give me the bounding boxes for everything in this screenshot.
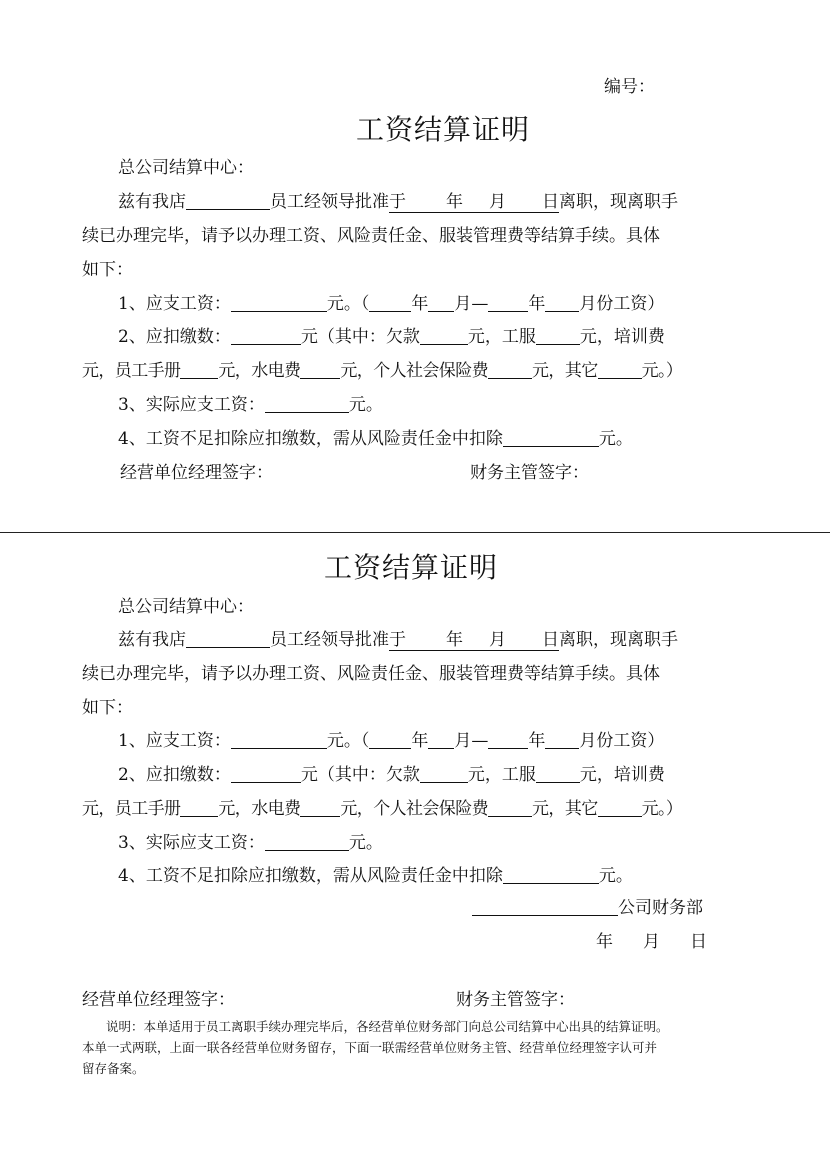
page-title: 工资结算证明 — [356, 113, 531, 146]
intro-prefix: 兹有我店 — [118, 192, 186, 212]
item-2-training: 元，培训费 — [579, 765, 665, 785]
item-2-continued — [82, 356, 682, 381]
other-blank[interactable] — [598, 799, 642, 817]
item-3-label: 3、实际应支工资： — [118, 833, 265, 853]
intro-day: 日 — [542, 192, 559, 212]
item-1-year2: 年 — [528, 294, 546, 314]
item-2-label: 2、应扣缴数： — [118, 765, 231, 785]
intro-year: 年 — [446, 630, 463, 650]
end-month-blank[interactable] — [545, 731, 579, 749]
intro-day: 日 — [542, 630, 559, 650]
item-4 — [118, 424, 633, 449]
item-1-month-wage: 月份工资 — [579, 294, 648, 314]
intro-suffix: 离职，现离职手 — [559, 192, 678, 212]
item-1-month-dash: 月— — [454, 294, 489, 314]
item-2-other: 元，其它 — [532, 361, 598, 381]
date-line — [596, 927, 707, 952]
item-3-label: 3、实际应支工资： — [118, 395, 265, 415]
item-2-social: 元，个人社会保险费 — [340, 361, 489, 381]
debt-blank[interactable] — [420, 327, 468, 345]
company-finance-label: 公司财务部 — [618, 898, 703, 918]
start-month-blank[interactable] — [428, 294, 454, 312]
date-year: 年 — [596, 932, 613, 952]
item-1-paren-close: ） — [647, 294, 665, 314]
item-1-b — [118, 726, 664, 751]
item-1-month-dash: 月— — [454, 731, 489, 751]
actual-wage-blank[interactable] — [265, 833, 349, 851]
start-year-blank[interactable] — [369, 294, 411, 312]
item-2-training: 元，培训费 — [579, 327, 665, 347]
item-4-label: 4、工资不足扣除应扣缴数，需从风险责任金中扣除 — [118, 866, 503, 886]
manual-blank[interactable] — [180, 361, 218, 379]
end-year-blank[interactable] — [488, 731, 528, 749]
manager-signature-label: 经营单位经理签字： — [120, 463, 273, 483]
item-1-label: 1、应支工资： — [118, 294, 231, 314]
item-2-uniform: 元，工服 — [467, 765, 536, 785]
intro-yu: 于 — [389, 630, 406, 650]
item-2-b — [118, 760, 665, 785]
item-2-social: 元，个人社会保险费 — [340, 799, 489, 819]
wage-blank[interactable] — [231, 731, 327, 749]
item-1-year: 年 — [411, 731, 429, 751]
intro-mid: 员工经领导批准 — [270, 192, 389, 212]
item-2-uniform: 元，工服 — [467, 327, 536, 347]
intro-mid: 员工经领导批准 — [270, 630, 389, 650]
item-3 — [118, 390, 383, 415]
body-intro-line-2 — [118, 625, 678, 650]
intro-year: 年 — [446, 192, 463, 212]
start-year-blank[interactable] — [369, 731, 411, 749]
item-4-label: 4、工资不足扣除应扣缴数，需从风险责任金中扣除 — [118, 429, 503, 449]
item-2-end: 元。） — [641, 361, 683, 381]
body-line-3: 如下： — [82, 260, 133, 280]
intro-suffix: 离职，现离职手 — [559, 630, 678, 650]
deduction-blank[interactable] — [231, 765, 301, 783]
intro-month: 月 — [489, 630, 506, 650]
uniform-blank[interactable] — [536, 765, 580, 783]
item-1-month-wage: 月份工资 — [579, 731, 648, 751]
uniform-blank[interactable] — [536, 327, 580, 345]
item-2-manual: 元，员工手册 — [82, 361, 181, 381]
start-month-blank[interactable] — [428, 731, 454, 749]
item-2-other: 元，其它 — [532, 799, 598, 819]
item-2-continued-b — [82, 794, 682, 819]
item-2-debt: 元（其中：欠款 — [300, 327, 420, 347]
date-day: 日 — [690, 932, 707, 952]
intro-prefix: 兹有我店 — [118, 630, 186, 650]
actual-wage-blank[interactable] — [265, 395, 349, 413]
item-1 — [118, 289, 664, 314]
page-title-2: 工资结算证明 — [324, 551, 499, 584]
date-underline-group — [389, 192, 559, 213]
utility-blank[interactable] — [300, 361, 340, 379]
item-1-label: 1、应支工资： — [118, 731, 231, 751]
item-4-yuan: 元。 — [598, 429, 633, 449]
utility-blank[interactable] — [300, 799, 340, 817]
item-2-label: 2、应扣缴数： — [118, 327, 231, 347]
company-finance-line — [472, 893, 703, 918]
manual-blank[interactable] — [180, 799, 218, 817]
company-blank[interactable] — [472, 898, 618, 916]
debt-blank[interactable] — [420, 765, 468, 783]
section-divider — [0, 532, 830, 533]
body-line-2-b: 续已办理完毕，请予以办理工资、风险责任金、服装管理费等结算手续。具体 — [82, 664, 660, 684]
body-intro-line — [118, 187, 678, 212]
item-2 — [118, 322, 665, 347]
item-3-yuan: 元。 — [348, 833, 383, 853]
item-1-paren-close: ） — [647, 731, 665, 751]
note-line-3: 留存备案。 — [82, 1061, 145, 1076]
risk-deduction-blank[interactable] — [503, 866, 599, 884]
item-1-yuan: 元。 — [326, 294, 361, 314]
item-2-debt: 元（其中：欠款 — [300, 765, 420, 785]
item-3-b — [118, 828, 383, 853]
finance-signature-label-2: 财务主管签字： — [456, 990, 575, 1010]
deduction-blank[interactable] — [231, 327, 301, 345]
serial-number-label: 编号： — [604, 77, 655, 97]
addressee-2: 总公司结算中心： — [118, 597, 254, 617]
date-month: 月 — [643, 932, 660, 952]
item-2-manual: 元，员工手册 — [82, 799, 181, 819]
body-line-3-b: 如下： — [82, 698, 133, 718]
item-2-end: 元。） — [641, 799, 683, 819]
item-4-yuan: 元。 — [598, 866, 633, 886]
social-blank[interactable] — [488, 799, 532, 817]
body-line-2: 续已办理完毕，请予以办理工资、风险责任金、服装管理费等结算手续。具体 — [82, 226, 660, 246]
item-1-yuan: 元。 — [326, 731, 361, 751]
risk-deduction-blank[interactable] — [503, 429, 599, 447]
intro-yu: 于 — [389, 192, 406, 212]
item-3-yuan: 元。 — [348, 395, 383, 415]
manager-signature-label-2: 经营单位经理签字： — [82, 990, 235, 1010]
end-month-blank[interactable] — [545, 294, 579, 312]
item-1-year2: 年 — [528, 731, 546, 751]
item-4-b — [118, 861, 633, 886]
date-underline-group — [389, 630, 559, 651]
store-blank[interactable] — [186, 192, 270, 210]
finance-signature-label: 财务主管签字： — [470, 463, 589, 483]
store-blank[interactable] — [186, 630, 270, 648]
social-blank[interactable] — [488, 361, 532, 379]
item-2-utility: 元，水电费 — [218, 799, 301, 819]
other-blank[interactable] — [598, 361, 642, 379]
item-2-utility: 元，水电费 — [218, 361, 301, 381]
addressee: 总公司结算中心： — [118, 158, 254, 178]
note-line-2: 本单一式两联，上面一联各经营单位财务留存，下面一联需经营单位财务主管、经营单位经理签字认可并 — [82, 1040, 658, 1055]
item-1-paren-open: （ — [360, 731, 370, 751]
wage-blank[interactable] — [231, 294, 327, 312]
note-line-1: 说明：本单适用于员工离职手续办理完毕后，各经营单位财务部门向总公司结算中心出具的结算证明。 — [106, 1019, 669, 1034]
intro-month: 月 — [489, 192, 506, 212]
item-1-paren-open: （ — [360, 294, 370, 314]
item-1-year: 年 — [411, 294, 429, 314]
end-year-blank[interactable] — [488, 294, 528, 312]
